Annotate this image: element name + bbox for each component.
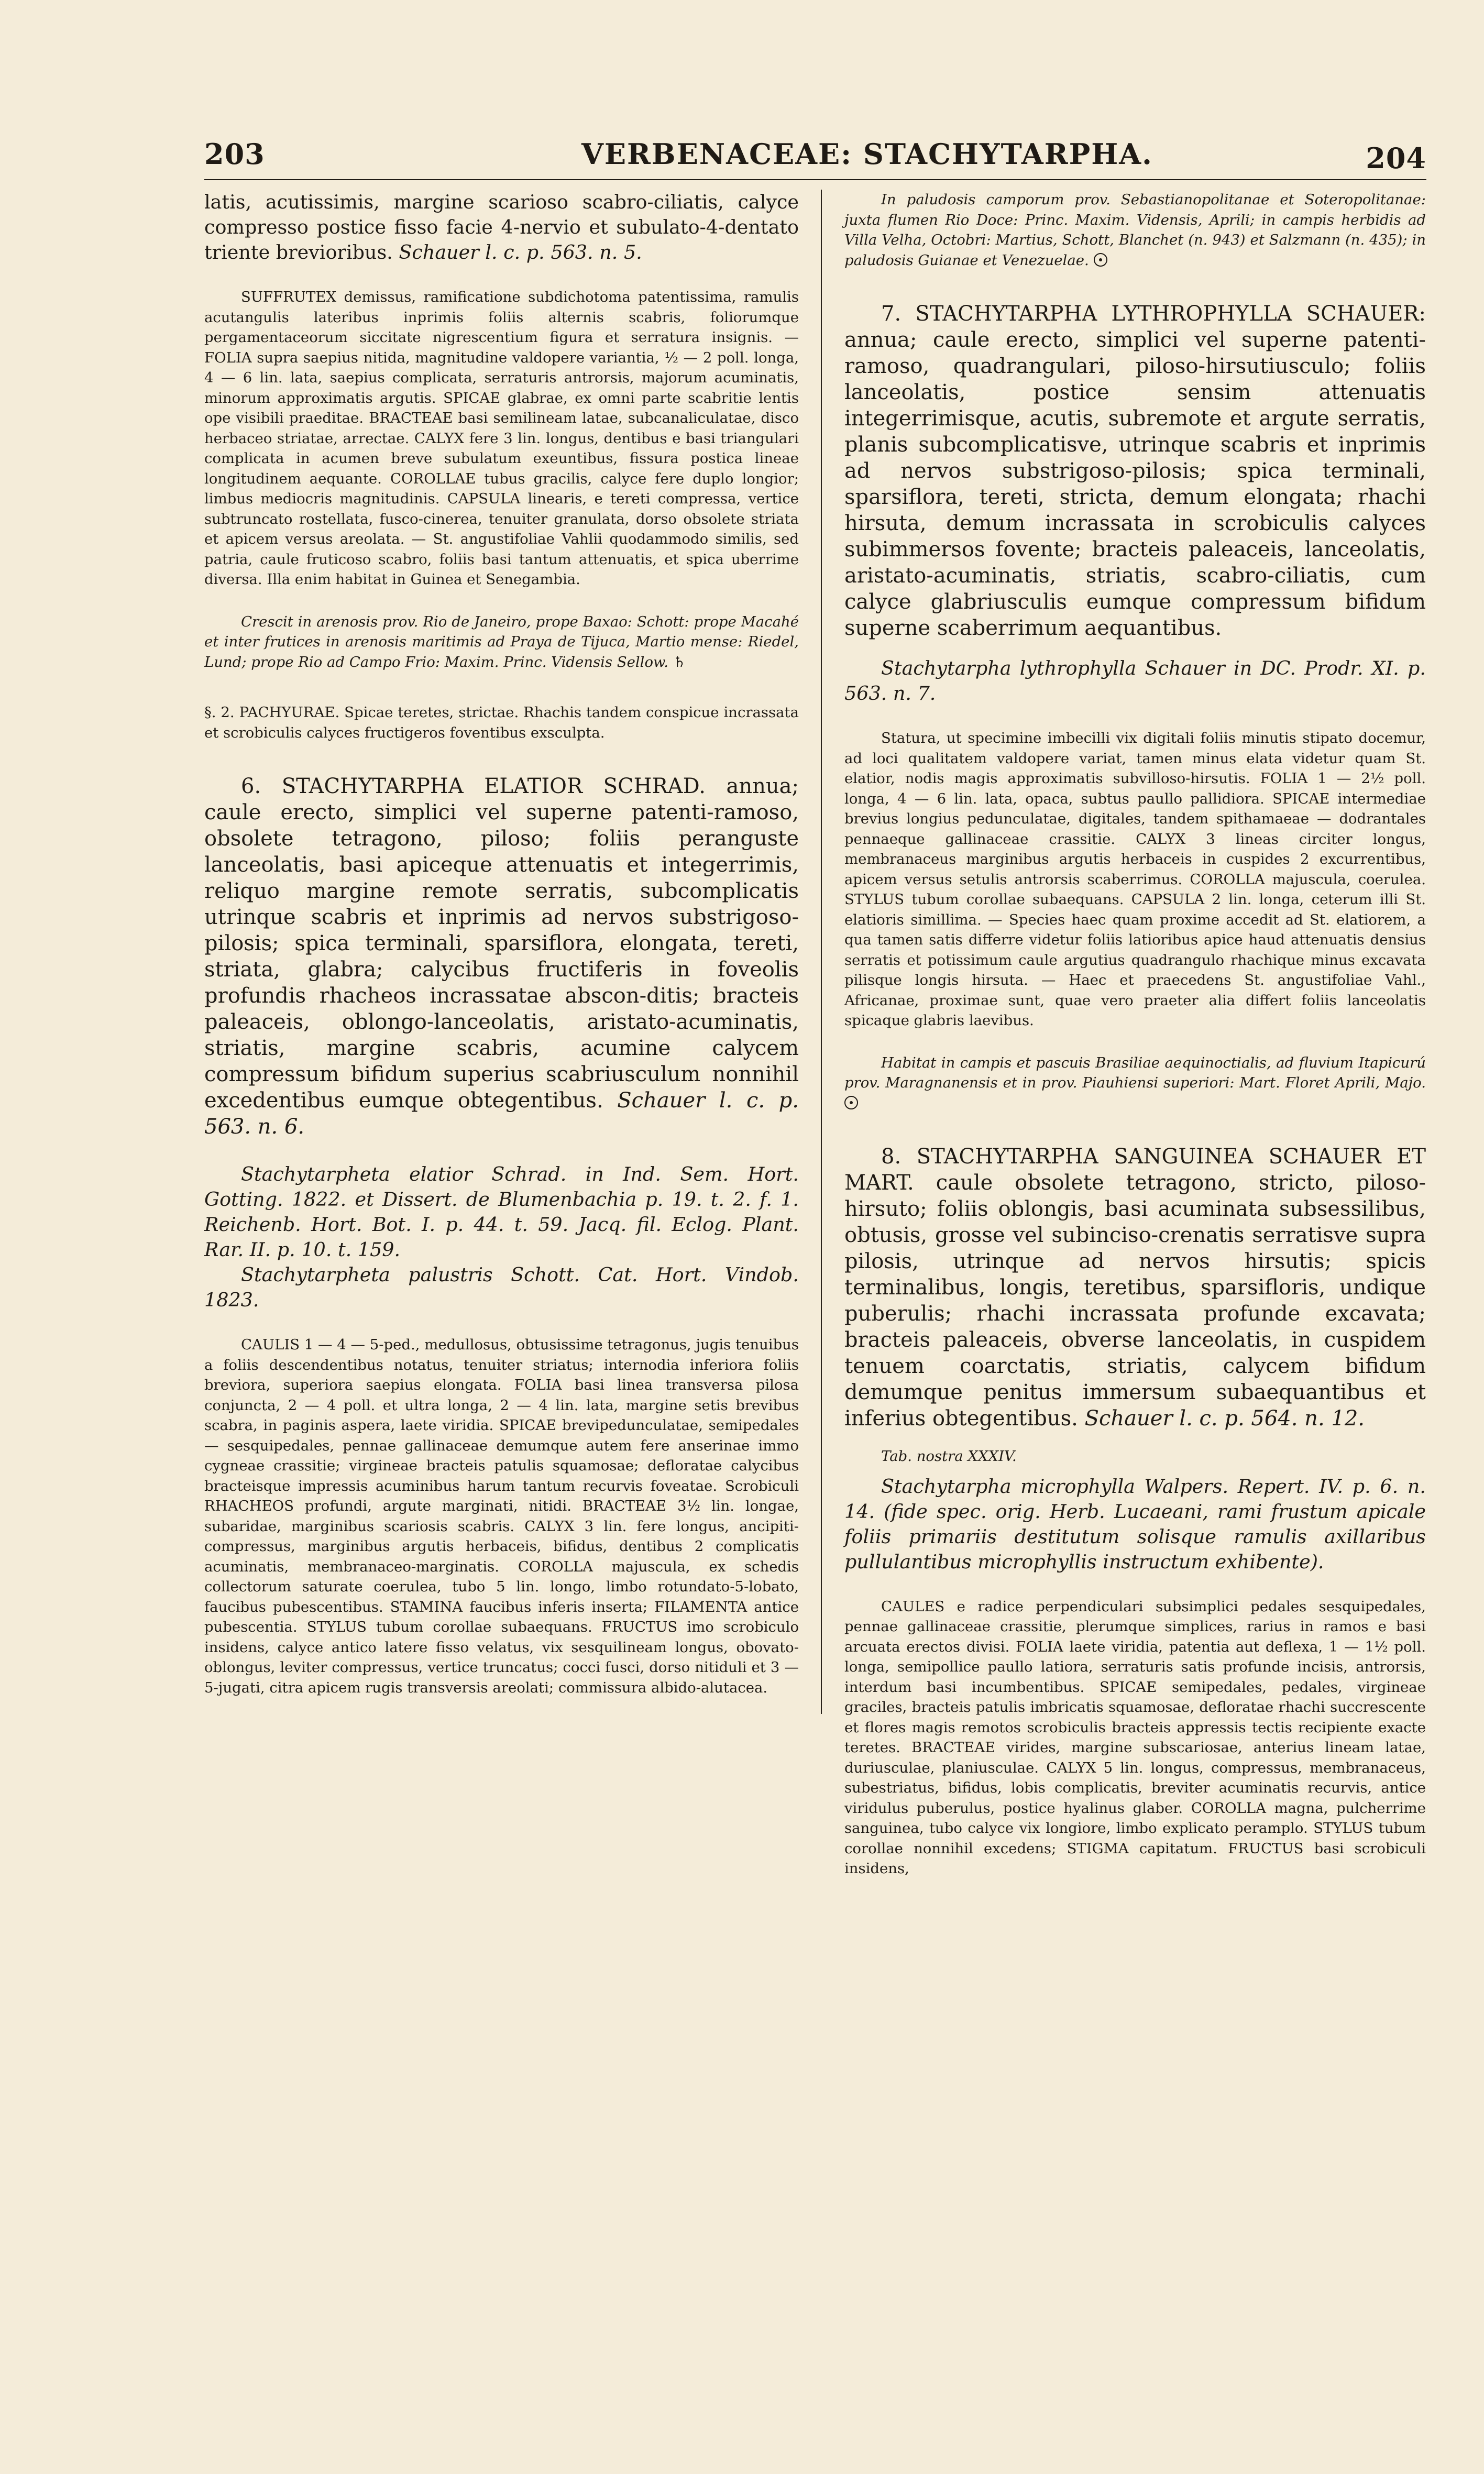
species6-reference: Schauer l. c. p. 563. n. 6. xyxy=(204,1088,799,1139)
species6-habitat: In paludosis camporum prov. Sebastianopolitanae et Soteropolitanae: juxta flumen Rio Doce: Princ. Maxim. Vidensis, Aprili; in campis herbidis ad Villa Velha, Octobri: Martius, Schott, Blanchet (n. 943) et Salzmann (n. 435); in paludosis Guianae et Venezuelae. xyxy=(844,191,1426,269)
right-column xyxy=(844,190,1426,1879)
species5-habitat: Crescit in arenosis prov. Rio de Janeiro, prope Baxao: Schott: prope Macahé et inter frutices in arenosis maritimis ad Praya de Tijuca, Martio mense: Riedel, Lund; prope Rio ad Campo Frio: Maxim. Princ. Vidensis Sellow. ♄ xyxy=(204,613,799,670)
annual-symbol-icon xyxy=(1094,253,1107,267)
page-number-right: 204 xyxy=(1366,141,1426,175)
species8-synonym: Stachytarpha microphylla Walpers. Repert. IV. p. 6. n. 14. (fide spec. orig. Herb. Lucaeani, rami frustum apicale foliis primariis destitutum solisque ramulis axillaribus pullulantibus microphyllis instructum exhibente). xyxy=(844,1475,1426,1573)
section-pachyurae: §. 2. PACHYURAE. Spicae teretes, strictae. Rhachis tandem conspicue incrassata et scrobiculis calyces fructigeros foventibus exsculpta. xyxy=(204,704,799,741)
running-title: VERBENACEAE: STACHYTARPHA. xyxy=(581,137,1153,171)
species7-habitat: Habitat in campis et pascuis Brasiliae aequinoctialis, ad fluvium Itapicurú prov. Maragnanensis et in prov. Piauhiensi superiori: Mart. Floret Aprili, Majo. xyxy=(844,1053,1426,1114)
species5-description: SUFFRUTEX demissus, ramificatione subdichotoma patentissima, ramulis acutangulis lateribus inprimis foliis alternis scabris, foliorumque pergamentaceorum siccitate nigrescentium figura et serratura insignis. — FOLIA supra saepius nitida, magnitudine valdopere variantia, ½ — 2 poll. longa, 4 — 6 lin. lata, saepius complicata, serraturis antrorsis, majorum acuminatis, minorum approximatis argutis. SPICAE glabrae, ex omni parte scabritie lentis ope visibili praeditae. BRACTEAE basi semilineam latae, subcanaliculatae, disco herbaceo striatae, arrectae. CALYX fere 3 lin. longus, dentibus e basi triangulari complicata in acumen breve subulatum exeuntibus, fissura postica lineae longitudinem aequante. COROLLAE tubus gracilis, calyce fere duplo longior; limbus mediocris magnitudinis. CAPSULA linearis, e tereti compressa, vertice subtruncato rostellata, fusco-cinerea, tenuiter granulata, dorso obsolete striata et apicem versus areolata. — St. angustifoliae Vahlii quodammodo similis, sed patria, caule fruticoso scabro, foliis basi tantum attenuatis, et spica uberrime diversa. Illa enim habitat in Guinea et Senegambia. xyxy=(204,289,799,588)
species7-synonym: Stachytarpha lythrophylla Schauer in DC. Prodr. XI. p. 563. n. 7. xyxy=(844,657,1426,705)
plate-reference: Tab. nostra XXXIV. xyxy=(881,1448,1017,1465)
page-number-left: 203 xyxy=(204,137,265,171)
species6-synonym-1: Stachytarpheta elatior Schrad. in Ind. Sem. Hort. Gotting. 1822. et Dissert. de Blumenbachia p. 19. t. 2. f. 1. Reichenb. Hort. Bot. I. p. 44. t. 59. Jacq. fil. Eclog. Plant. Rar. II. p. 10. t. 159. xyxy=(204,1163,799,1261)
left-column xyxy=(204,190,799,1698)
species6-description: CAULIS 1 — 4 — 5-ped., medullosus, obtusissime tetragonus, jugis tenuibus a foliis descendentibus notatus, tenuiter striatus; internodia inferiora foliis breviora, superiora saepius elongata. FOLIA basi linea transversa pilosa conjuncta, 2 — 4 poll. et ultra longa, 2 — 4 lin. lata, margine setis brevibus scabra, in paginis aspera, laete viridia. SPICAE brevipedunculatae, semipedales — sesquipedales, pennae gallinaceae demumque autem fere anserinae immo cygneae crassitie; virgineae bracteis patulis squamosae; defloratae calycibus bracteisque impressis acuminibus harum tantum recurvis foveatae. Scrobiculi RHACHEOS profundi, argute marginati, nitidi. BRACTEAE 3½ lin. longae, subaridae, marginibus scariosis scabris. CALYX 3 lin. fere longus, ancipiti-compressus, marginibus argutis herbaceis, bifidus, dentibus 2 complicatis acuminatis, membranaceo-marginatis. COROLLA majuscula, ex schedis collectorum saturate coerulea, tubo 5 lin. longo, limbo rotundato-5-lobato, faucibus pubescentibus. STAMINA faucibus inferis inserta; FILAMENTA antice pubescentia. STYLUS tubum corollae subaequans. FRUCTUS imo scrobiculo insidens, calyce antico latere fisso velatus, vix sesquilineam longus, obovato-oblongus, leviter compressus, vertice truncatus; cocci fusci, dorso nitiduli et 3 — 5-jugati, citra apicem rugis transversis areolati; commissura albido-alutacea. xyxy=(204,1336,799,1696)
species6-diagnosis: 6. STACHYTARPHA ELATIOR SCHRAD. annua; caule erecto, simplici vel superne patenti-ramoso, obsolete tetragono, piloso; foliis peranguste lanceolatis, basi apiceque attenuatis et integerrimis, reliquo margine remote serratis, subcomplicatis utrinque scabris et inprimis ad nervos substrigoso-pilosis; spica terminali, sparsiflora, elongata, tereti, striata, glabra; calycibus fructiferis in foveolis profundis rhacheos incrassatae abscon-ditis; bracteis paleaceis, oblongo-lanceolatis, aristato-acuminatis, striatis, margine scabris, acumine calycem compressum bifidum superius scabriusculum nonnihil excedentibus eumque obtegentibus. Schauer l. c. p. 563. n. 6. xyxy=(204,774,799,1139)
page-header xyxy=(204,137,1426,180)
species5-reference: Schauer l. c. p. 563. n. 5. xyxy=(399,241,642,263)
species7-description: Statura, ut specimine imbecilli vix digitali foliis minutis stipato docemur, ad loci qualitatem valdopere variat, tamen minus elata videtur quam St. elatior, nodis magis approximatis subvilloso-hirsutis. FOLIA 1 — 2½ poll. longa, 4 — 6 lin. lata, opaca, subtus paullo pallidiora. SPICAE intermediae brevius longius pedunculatae, digitales, tandem spithamaeae — dodrantales pennaeque gallinaceae crassitie. CALYX 3 lineas circiter longus, membranaceus marginibus argutis herbaceis in cuspides 2 excurrentibus, apicem versus setulis antrorsis scaberrimus. COROLLA majuscula, coerulea. STYLUS tubum corollae subaequans. CAPSULA 2 lin. longa, ceterum illi St. elatioris simillima. — Species haec quam proxime accedit ad St. elatiorem, a qua tamen satis differre videtur foliis latioribus apice haud attenuatis densius serratis et potissimum caule argutius quadrangulo rhachique minus excavata pilisque longis hirsuta. — Haec et praecedens St. angustifoliae Vahl., Africanae, proximae sunt, quae vero praeter alia differt foliis lanceolatis spicaque glabris laevibus. xyxy=(844,730,1426,1029)
shrub-symbol-icon: ♄ xyxy=(673,653,686,670)
annual-symbol-icon xyxy=(844,1096,858,1109)
species8-diagnosis: 8. STACHYTARPHA SANGUINEA SCHAUER ET MART. caule obsolete tetragono, stricto, piloso-hirsuto; foliis oblongis, basi acuminata subsessilibus, obtusis, grosse vel subinciso-crenatis serratisve supra pilosis, utrinque ad nervos hirsutis; spicis terminalibus, longis, teretibus, sparsifloris, undique puberulis; rhachi incrassata profunde excavata; bracteis paleaceis, obverse lanceolatis, in cuspidem tenuem coarctatis, striatis, calycem bifidum demumque penitus immersum subaequantibus et inferius obtegentibus. Schauer l. c. p. 564. n. 12. xyxy=(844,1145,1426,1431)
species5-diagnosis-end: latis, acutissimis, margine scarioso scabro-ciliatis, calyce compresso postice fisso facie 4-nervio et subulato-4-dentato triente brevioribus. Schauer l. c. p. 563. n. 5. xyxy=(204,191,799,263)
species7-diagnosis: 7. STACHYTARPHA LYTHROPHYLLA SCHAUER: annua; caule erecto, simplici vel superne patenti-ramoso, quadrangulari, piloso-hirsutiusculo; foliis lanceolatis, postice sensim attenuatis integerrimisque, acutis, subremote et argute serratis, planis subcomplicatisve, utrinque scabris et inprimis ad nervos substrigoso-pilosis; spica terminali, sparsiflora, tereti, stricta, demum elongata; rhachi hirsuta, demum incrassata in scrobiculis calyces subimmersos fovente; bracteis paleaceis, lanceolatis, aristato-acuminatis, striatis, scabro-ciliatis, cum calyce glabriusculis eumque compressum bifidum superne scaberrimum aequantibus. xyxy=(844,302,1426,640)
species8-reference: Schauer l. c. p. 564. n. 12. xyxy=(1084,1406,1365,1431)
column-divider xyxy=(821,190,822,1714)
species8-description: CAULES e radice perpendiculari subsimplici pedales sesquipedales, pennae gallinaceae crassitie, plerumque simplices, rarius in ramos e basi arcuata erectos divisi. FOLIA laete viridia, patentia aut deflexa, 1 — 1½ poll. longa, semipollice paullo latiora, serraturis satis profunde incisis, antrorsis, interdum basi incumbentibus. SPICAE semipedales, pedales, virgineae graciles, bracteis patulis imbricatis squamosae, defloratae rhachi succrescente et flores magis remotos scrobiculis bracteis appressis tectis recipiente exacte teretes. BRACTEAE virides, margine subscariosae, anterius lineam latae, duriusculae, planiusculae. CALYX 5 lin. longus, compressus, membranaceus, subestriatus, bifidus, lobis complicatis, breviter acuminatis recurvis, antice viridulus puberulus, postice hyalinus glaber. COROLLA magna, pulcherrime sanguinea, tubo calyce vix longiore, limbo explicato peramplo. STYLUS tubum corollae nonnihil excedens; STIGMA capitatum. FRUCTUS basi scrobiculi insidens, xyxy=(844,1598,1426,1877)
species6-synonym-2: Stachytarpheta palustris Schott. Cat. Hort. Vindob. 1823. xyxy=(204,1263,799,1311)
